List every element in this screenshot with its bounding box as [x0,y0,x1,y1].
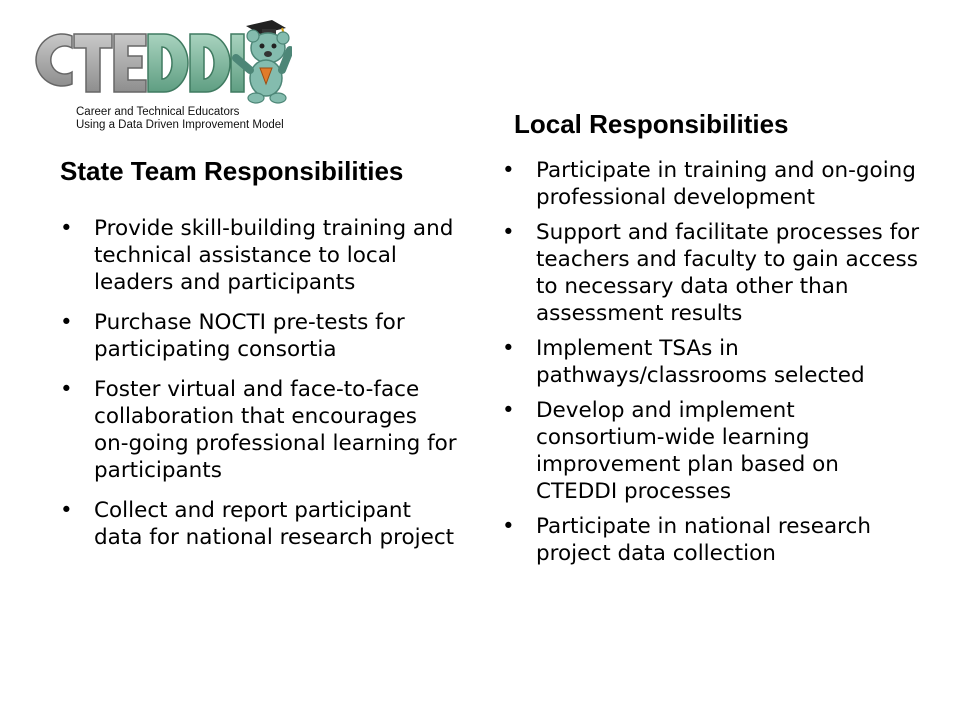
list-item: • Foster virtual and face-to-face collaboration that encourages on-going professional learning for participants [58,376,458,484]
list-item: • Implement TSAs in pathways/classrooms selected [500,335,920,389]
list-item: • Provide skill-building training and technical assistance to local leaders and participants [58,215,458,296]
list-item: • Collect and report participant data for national research project [58,497,458,551]
logo-tagline-line: Using a Data Driven Improvement Model [76,119,284,131]
logo-tagline-line: Career and Technical Educators [76,106,240,118]
state-team-responsibilities-heading: State Team Responsibilities [60,156,404,186]
list-item: • Participate in national research project data collection [500,513,920,567]
local-responsibilities-list [500,157,920,579]
list-item: • Develop and implement consortium-wide learning improvement plan based on CTEDDI processes [500,397,920,505]
list-item: • Support and facilitate processes for teachers and faculty to gain access to necessary data other than assessment results [500,219,920,327]
logo-tagline [76,106,284,132]
list-item: • Purchase NOCTI pre-tests for participating consortia [58,309,458,363]
local-responsibilities-heading: Local Responsibilities [514,109,789,139]
cteddi-wordmark-logo [24,14,292,106]
state-team-responsibilities-list [58,215,458,564]
list-item: • Participate in training and on-going professional development [500,157,920,211]
cteddi-logo [24,14,292,142]
